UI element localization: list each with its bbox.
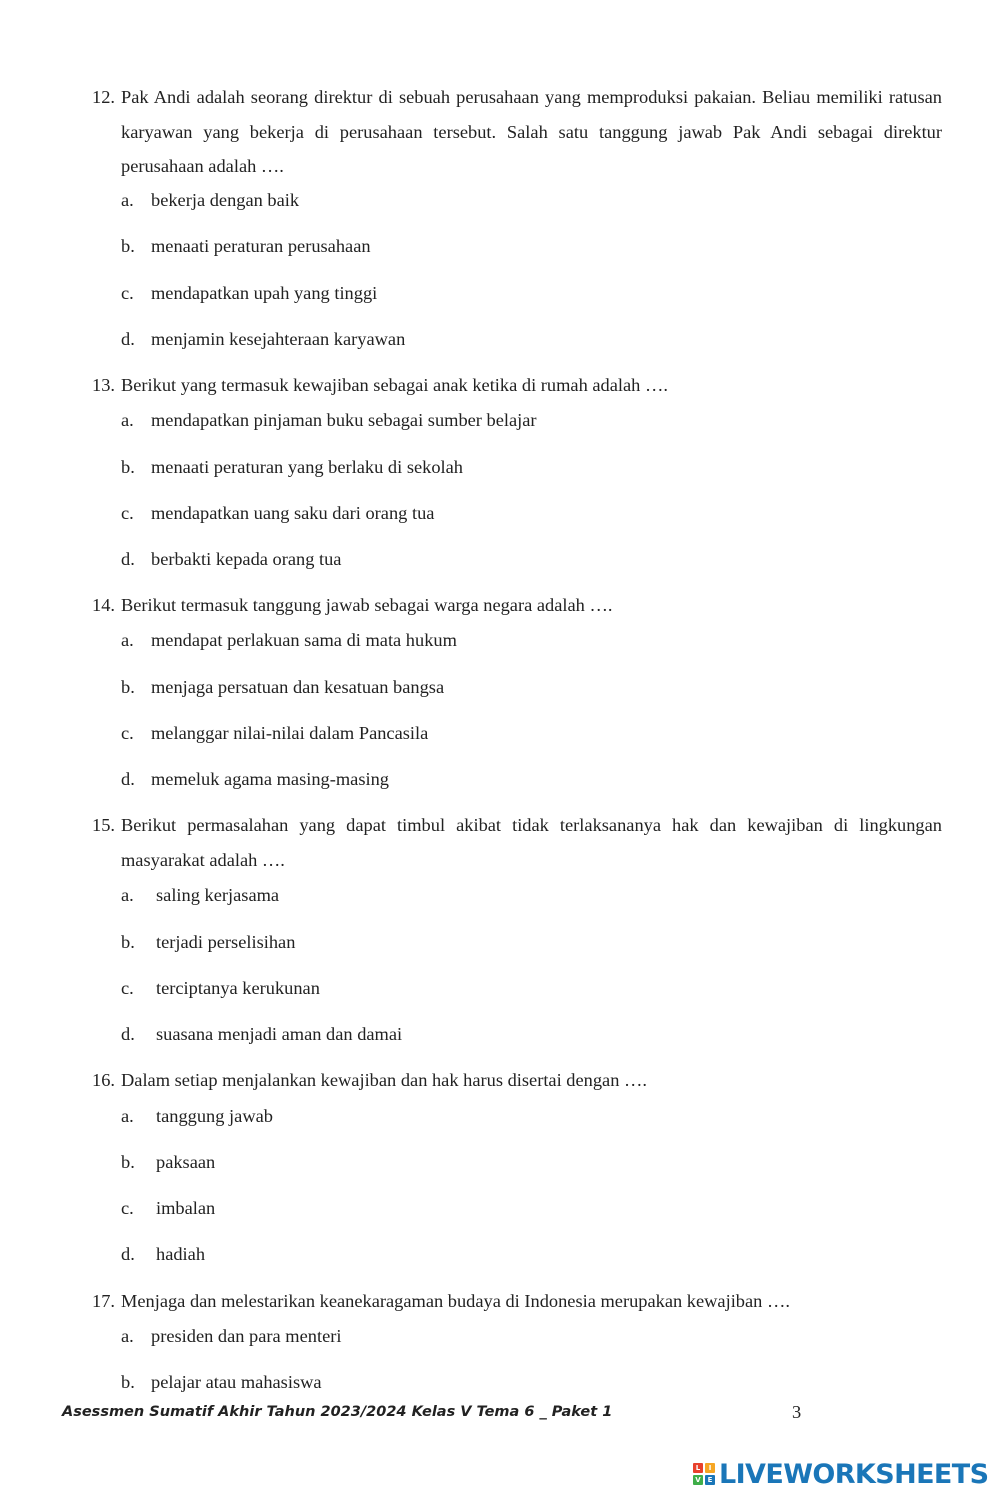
question-text: Menjaga dan melestarikan keanekaragaman budaya di Indonesia merupakan kewajiban …. [121, 1291, 790, 1311]
option-letter: a. [121, 1106, 134, 1126]
option-letter: c. [121, 283, 134, 303]
option-13-d[interactable] [121, 547, 341, 571]
option-letter: a. [121, 885, 134, 905]
option-text: menjamin kesejahteraan karyawan [151, 329, 406, 349]
logo-tile-l: L [693, 1463, 703, 1473]
option-text: mendapatkan upah yang tinggi [151, 283, 378, 303]
option-14-a[interactable] [121, 628, 457, 652]
question-number: 17. [92, 1291, 115, 1311]
option-letter: a. [121, 410, 134, 430]
option-text: menaati peraturan perusahaan [151, 236, 371, 256]
option-text: terjadi perselisihan [156, 932, 296, 952]
option-letter: c. [121, 723, 134, 743]
question-14 [92, 588, 942, 623]
option-16-c[interactable] [121, 1196, 215, 1220]
option-16-d[interactable] [121, 1242, 205, 1266]
option-text: melanggar nilai-nilai dalam Pancasila [151, 723, 429, 743]
option-14-c[interactable] [121, 721, 428, 745]
question-number: 15. [92, 815, 115, 835]
question-17 [92, 1284, 942, 1319]
option-14-b[interactable] [121, 675, 444, 699]
logo-tile-v: V [693, 1475, 703, 1485]
option-letter: d. [121, 1244, 135, 1264]
option-text: presiden dan para menteri [151, 1326, 342, 1346]
option-letter: b. [121, 932, 135, 952]
option-letter: d. [121, 769, 135, 789]
question-12 [92, 80, 942, 184]
option-17-b[interactable] [121, 1370, 322, 1394]
option-15-c[interactable] [121, 976, 320, 1000]
option-13-b[interactable] [121, 455, 463, 479]
footer-title: Asessmen Sumatif Akhir Tahun 2023/2024 Kelas V Tema 6 _ Paket 1 [62, 1404, 613, 1420]
option-text: menjaga persatuan dan kesatuan bangsa [151, 677, 445, 697]
option-letter: b. [121, 457, 135, 477]
option-text: menaati peraturan yang berlaku di sekolah [151, 457, 464, 477]
option-text: pelajar atau mahasiswa [151, 1372, 322, 1392]
option-letter: d. [121, 329, 135, 349]
option-letter: c. [121, 978, 134, 998]
option-letter: a. [121, 190, 134, 210]
option-12-b[interactable] [121, 234, 371, 258]
question-text: Berikut yang termasuk kewajiban sebagai anak ketika di rumah adalah …. [121, 375, 668, 395]
option-text: tanggung jawab [156, 1106, 273, 1126]
question-text: Pak Andi adalah seorang direktur di sebuah perusahaan yang memproduksi pakaian. Beliau memiliki ratusan karyawan yang bekerja di perusahaan tersebut. Salah satu tanggung jawab Pak Andi sebagai direktur perusahaan adalah …. [121, 87, 942, 176]
option-16-b[interactable] [121, 1150, 215, 1174]
question-15 [92, 808, 942, 877]
option-letter: b. [121, 1372, 135, 1392]
option-letter: a. [121, 630, 134, 650]
question-number: 12. [92, 87, 115, 107]
option-15-a[interactable] [121, 883, 279, 907]
option-12-d[interactable] [121, 327, 405, 351]
option-text: paksaan [156, 1152, 216, 1172]
option-15-d[interactable] [121, 1022, 402, 1046]
option-letter: b. [121, 1152, 135, 1172]
question-text: Dalam setiap menjalankan kewajiban dan hak harus disertai dengan …. [121, 1070, 647, 1090]
option-text: hadiah [156, 1244, 206, 1264]
option-13-a[interactable] [121, 408, 537, 432]
page-number: 3 [792, 1402, 802, 1422]
option-letter: b. [121, 677, 135, 697]
option-text: mendapatkan uang saku dari orang tua [151, 503, 435, 523]
option-14-d[interactable] [121, 767, 389, 791]
question-number: 13. [92, 375, 115, 395]
option-text: imbalan [156, 1198, 216, 1218]
option-text: mendapat perlakuan sama di mata hukum [151, 630, 457, 650]
option-text: bekerja dengan baik [151, 190, 300, 210]
question-text: Berikut termasuk tanggung jawab sebagai warga negara adalah …. [121, 595, 613, 615]
option-text: memeluk agama masing-masing [151, 769, 389, 789]
option-12-a[interactable] [121, 188, 299, 212]
option-text: terciptanya kerukunan [156, 978, 320, 998]
option-letter: c. [121, 503, 134, 523]
question-13 [92, 368, 942, 403]
liveworksheets-logo-icon [693, 1463, 715, 1485]
option-13-c[interactable] [121, 501, 434, 525]
option-letter: b. [121, 236, 135, 256]
option-15-b[interactable] [121, 930, 295, 954]
logo-tile-i: I [705, 1463, 715, 1473]
watermark-text: LIVEWORKSHEETS [719, 1458, 989, 1490]
option-letter: a. [121, 1326, 134, 1346]
question-16 [92, 1063, 942, 1098]
option-letter: d. [121, 549, 135, 569]
option-text: berbakti kepada orang tua [151, 549, 342, 569]
option-letter: c. [121, 1198, 134, 1218]
option-text: saling kerjasama [156, 885, 280, 905]
liveworksheets-watermark [693, 1458, 988, 1490]
question-number: 14. [92, 595, 115, 615]
option-12-c[interactable] [121, 281, 377, 305]
option-17-a[interactable] [121, 1324, 341, 1348]
option-text: mendapatkan pinjaman buku sebagai sumber belajar [151, 410, 537, 430]
option-text: suasana menjadi aman dan damai [156, 1024, 403, 1044]
logo-tile-e: E [705, 1475, 715, 1485]
option-letter: d. [121, 1024, 135, 1044]
question-text: Berikut permasalahan yang dapat timbul akibat tidak terlaksananya hak dan kewajiban di lingkungan masyarakat adalah …. [121, 815, 942, 870]
option-16-a[interactable] [121, 1104, 273, 1128]
question-number: 16. [92, 1070, 115, 1090]
